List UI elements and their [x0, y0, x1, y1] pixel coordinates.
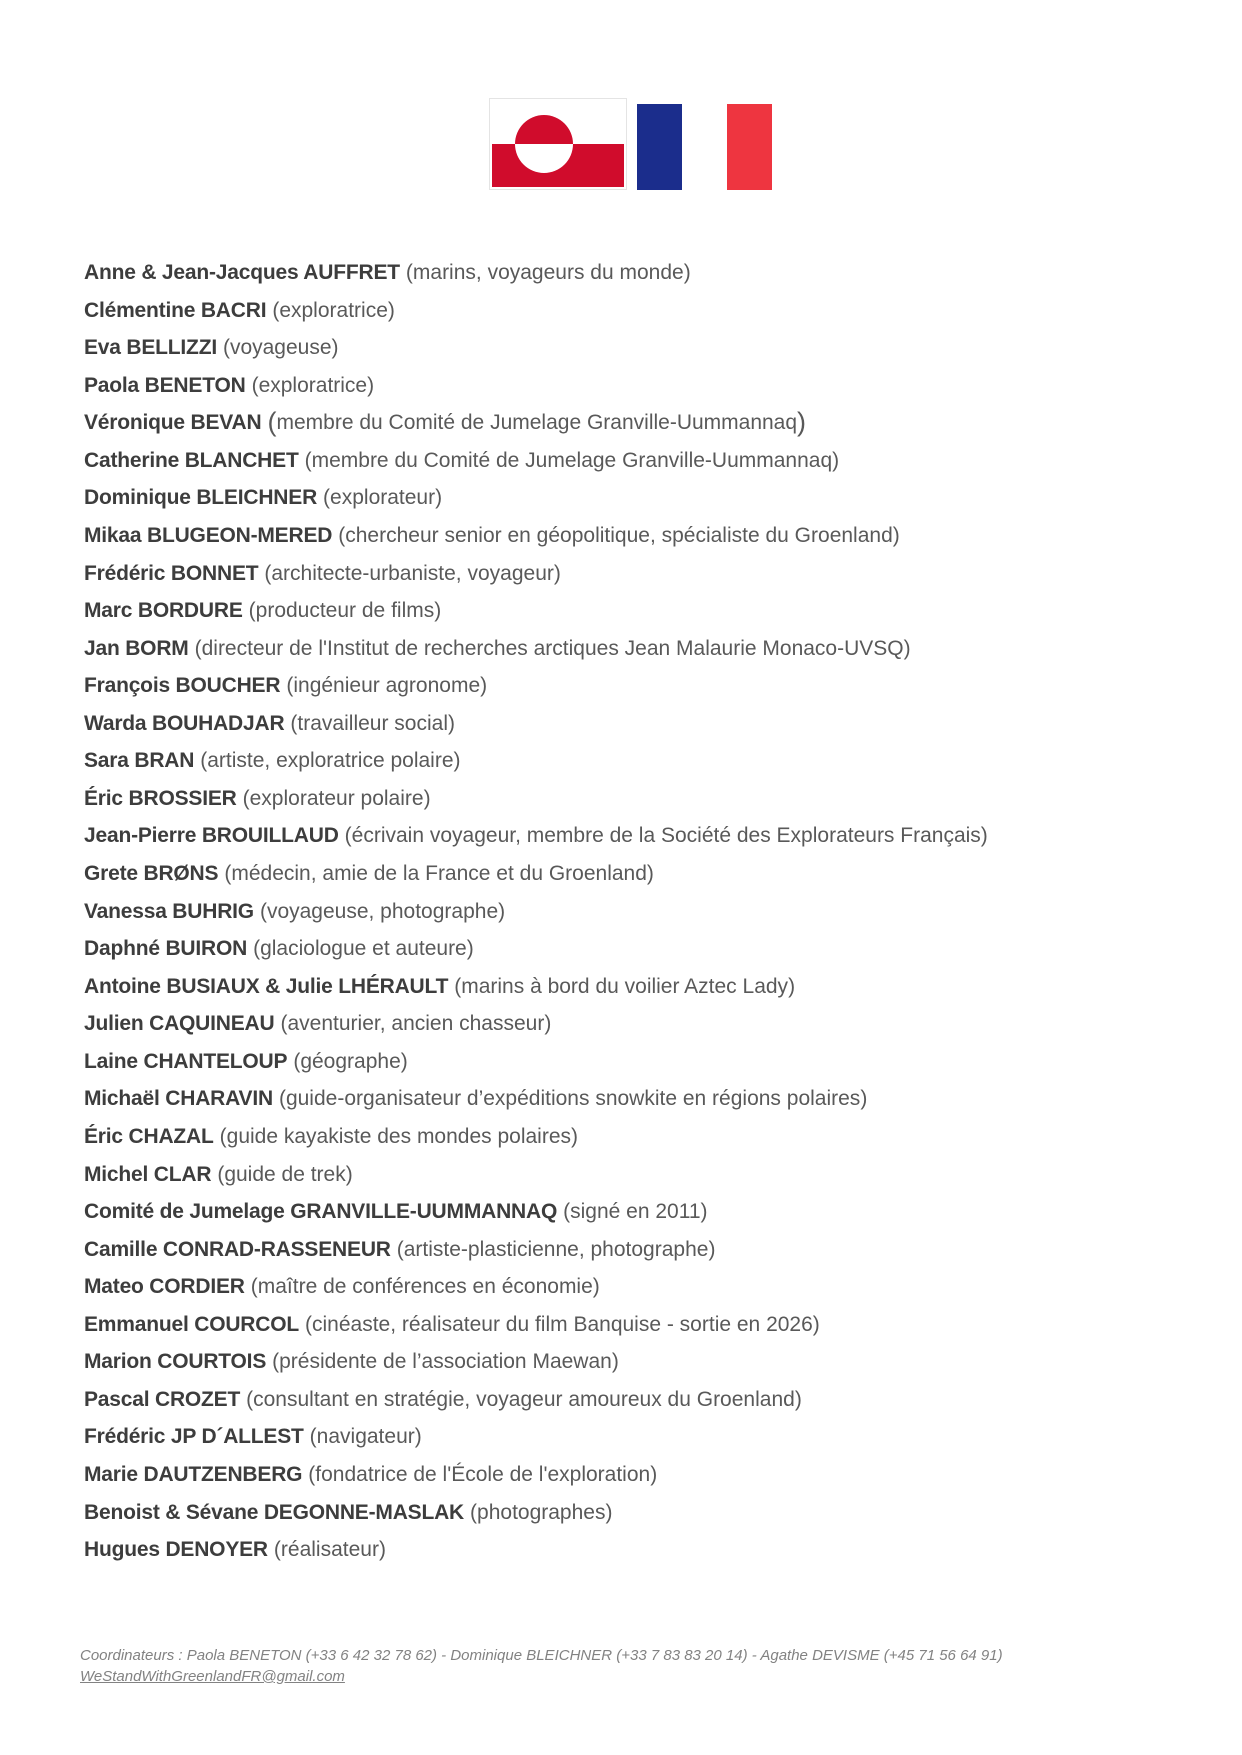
list-item: [84, 1418, 1204, 1456]
person-name: Éric CHAZAL: [84, 1124, 214, 1148]
list-item: [84, 1005, 1204, 1043]
paren-close: ): [650, 1463, 658, 1486]
person-desc: travailleur social: [297, 711, 448, 735]
person-desc-group: [397, 1238, 716, 1261]
france-flag: [637, 104, 772, 190]
paren-close: ): [611, 1350, 619, 1374]
person-desc-group: [246, 1388, 802, 1411]
paren-close: ): [367, 373, 375, 397]
list-item: [84, 1156, 1204, 1194]
list-item: [84, 1080, 1204, 1118]
person-desc: aventurier, ancien chasseur: [287, 1012, 545, 1036]
person-name: Marc BORDURE: [84, 599, 243, 623]
paren-close: ): [466, 937, 474, 961]
person-name: Eva BELLIZZI: [84, 336, 217, 360]
list-item: [84, 1531, 1204, 1569]
person-desc: cinéaste, réalisateur du film Banquise - sortie en 2026: [312, 1312, 813, 1336]
greenland-flag: [489, 98, 627, 190]
paren-close: ): [400, 1049, 408, 1073]
person-desc-group: [290, 712, 455, 735]
person-desc: géographe: [300, 1049, 401, 1073]
person-desc: directeur de l'Institut de recherches arctiques Jean Malaurie Monaco-UVSQ: [201, 636, 904, 660]
paren-close: ): [812, 1312, 820, 1336]
person-desc: marins à bord du voilier Aztec Lady: [461, 974, 789, 998]
person-desc-group: [267, 407, 807, 438]
paren-close: ): [387, 298, 395, 322]
person-desc-group: [338, 524, 900, 547]
person-name: Véronique BEVAN: [84, 411, 262, 435]
paren-close: ): [797, 407, 807, 438]
list-item: [84, 517, 1204, 555]
person-desc-group: [249, 599, 442, 622]
person-name: Mikaa BLUGEON-MERED: [84, 523, 333, 547]
person-desc-group: [279, 1087, 867, 1110]
person-desc-group: [220, 1125, 578, 1148]
paren-open: (: [248, 599, 256, 623]
footer-email-link[interactable]: WeStandWithGreenlandFR@gmail.com: [80, 1668, 345, 1685]
list-item: [84, 442, 1204, 480]
paren-open: (: [290, 711, 298, 735]
person-name: Benoist & Sévane DEGONNE-MASLAK: [84, 1500, 465, 1524]
paren-open: (: [405, 261, 413, 284]
paren-open: (: [293, 1049, 301, 1073]
person-desc-group: [251, 1275, 600, 1298]
paren-open: (: [304, 448, 312, 472]
paren-open: (: [222, 336, 230, 360]
person-name: Camille CONRAD-RASSENEUR: [84, 1237, 391, 1261]
list-item: [84, 1306, 1204, 1344]
paren-open: (: [323, 486, 331, 510]
person-desc-group: [272, 299, 395, 322]
paren-open: (: [246, 1387, 254, 1411]
person-desc: guide-organisateur d’expéditions snowkite en régions polaires: [285, 1087, 861, 1111]
person-name: Catherine BLANCHET: [84, 448, 299, 472]
list-item: [84, 329, 1204, 367]
list-item: [84, 1494, 1204, 1532]
list-item: [84, 1381, 1204, 1419]
person-name: Michel CLAR: [84, 1162, 212, 1186]
footer: [80, 1645, 1003, 1687]
person-name: Paola BENETON: [84, 373, 246, 397]
person-name: Éric BROSSIER: [84, 786, 237, 810]
person-desc-group: [293, 1050, 407, 1073]
person-name: Antoine BUSIAUX & Julie LHÉRAULT: [84, 974, 449, 998]
paren-open: (: [272, 1350, 280, 1374]
person-desc: écrivain voyageur, membre de la Société des Explorateurs Français: [351, 824, 981, 848]
person-name: Daphné BUIRON: [84, 937, 248, 961]
paren-open: (: [309, 1425, 317, 1449]
person-desc-group: [274, 1538, 386, 1561]
paren-open: (: [454, 974, 462, 998]
paren-open: (: [278, 1087, 286, 1111]
person-name: Pascal CROZET: [84, 1387, 241, 1411]
paren-open: (: [396, 1237, 404, 1261]
paren-close: ): [683, 261, 691, 284]
person-desc: médecin, amie de la France et du Groenland: [231, 862, 647, 885]
person-name: Mateo CORDIER: [84, 1275, 245, 1299]
list-item: [84, 1268, 1204, 1306]
paren-close: ): [447, 711, 455, 735]
paren-close: ): [794, 1387, 802, 1411]
person-desc-group: [200, 749, 460, 772]
paren-close: ): [544, 1012, 552, 1036]
person-desc: consultant en stratégie, voyageur amoureux du Groenland: [253, 1387, 795, 1411]
paren-close: ): [345, 1162, 353, 1186]
person-desc-group: [470, 1501, 612, 1524]
footer-coordinators: Coordinateurs : Paola BENETON (+33 6 42 32 78 62) - Dominique BLEICHNER (+33 7 83 83 20 14) - Agathe DEVISME (+45 71 56 64 91): [80, 1647, 1003, 1664]
france-flag-white-stripe: [682, 104, 727, 190]
person-desc: ingénieur agronome: [293, 674, 481, 698]
list-item: [84, 1043, 1204, 1081]
paren-close: ): [980, 824, 988, 848]
person-desc: navigateur: [316, 1425, 415, 1449]
paren-close: ): [378, 1538, 386, 1562]
person-name: Sara BRAN: [84, 749, 195, 773]
person-desc-group: [563, 1200, 707, 1223]
person-desc: maître de conférences en économie: [257, 1275, 593, 1299]
paren-open: (: [308, 1463, 316, 1486]
list-item: [84, 1231, 1204, 1269]
paren-close: ): [605, 1500, 613, 1524]
list-item: [84, 930, 1204, 968]
person-desc-group: [224, 862, 654, 885]
paren-open: (: [259, 899, 267, 923]
person-name: Marion COURTOIS: [84, 1350, 267, 1374]
paren-open: (: [280, 1012, 288, 1036]
paren-close: ): [414, 1425, 422, 1449]
person-desc: artiste, exploratrice polaire: [207, 749, 454, 773]
person-name: Laine CHANTELOUP: [84, 1049, 288, 1073]
person-desc-group: [305, 449, 840, 472]
person-desc: réalisateur: [280, 1538, 379, 1562]
paren-close: ): [832, 448, 840, 472]
person-desc-group: [243, 787, 431, 810]
list-item: [84, 1118, 1204, 1156]
person-desc: glaciologue et auteure: [260, 937, 467, 961]
person-name: Jan BORM: [84, 636, 189, 660]
flags-header: [489, 98, 772, 190]
person-desc: explorateur: [330, 486, 436, 510]
list-item: [84, 742, 1204, 780]
paren-open: (: [242, 786, 250, 810]
person-name: Frédéric JP D´ALLEST: [84, 1425, 304, 1449]
person-name: Anne & Jean-Jacques AUFFRET: [84, 261, 400, 284]
person-desc: exploratrice: [279, 298, 388, 322]
signatories-list: [84, 254, 1204, 1569]
person-name: Vanessa BUHRIG: [84, 899, 254, 923]
person-desc-group: [195, 637, 911, 660]
paren-close: ): [788, 974, 796, 998]
person-desc-group: [406, 261, 691, 284]
person-desc: membre du Comité de Jumelage Granville-Uummannaq: [311, 448, 833, 472]
person-desc-group: [345, 824, 988, 847]
person-desc-group: [310, 1425, 422, 1448]
list-item: [84, 367, 1204, 405]
person-desc: marins, voyageurs du monde: [412, 261, 684, 284]
person-desc-group: [281, 1012, 552, 1035]
person-desc-group: [286, 674, 487, 697]
person-desc-group: [217, 1163, 352, 1186]
list-item: [84, 1193, 1204, 1231]
paren-open: (: [250, 1275, 258, 1299]
person-desc-group: [252, 374, 375, 397]
paren-close: ): [453, 749, 461, 773]
list-item: [84, 592, 1204, 630]
person-desc: explorateur polaire: [249, 786, 424, 810]
list-item: [84, 968, 1204, 1006]
paren-open: (: [217, 1162, 225, 1186]
paren-close: ): [498, 899, 506, 923]
person-desc: chercheur senior en géopolitique, spécialiste du Groenland: [345, 523, 893, 547]
list-item: [84, 667, 1204, 705]
paren-open: (: [267, 407, 277, 438]
france-flag-red-stripe: [727, 104, 772, 190]
person-name: Grete BRØNS: [84, 862, 219, 885]
person-desc-group: [260, 900, 505, 923]
person-desc: membre du Comité de Jumelage Granville-Uummannaq: [276, 411, 798, 435]
paren-open: (: [286, 674, 294, 698]
paren-open: (: [264, 561, 272, 585]
person-desc-group: [264, 562, 561, 585]
paren-open: (: [563, 1200, 571, 1224]
paren-close: ): [903, 636, 911, 660]
person-desc: guide kayakiste des mondes polaires: [226, 1124, 572, 1148]
list-item: [84, 404, 1204, 442]
paren-close: ): [892, 523, 900, 547]
list-item: [84, 292, 1204, 330]
paren-open: (: [200, 749, 208, 773]
list-item: [84, 555, 1204, 593]
paren-close: ): [435, 486, 443, 510]
paren-close: ): [708, 1237, 716, 1261]
paren-close: ): [700, 1200, 708, 1224]
person-desc: photographes: [477, 1500, 606, 1524]
person-desc: présidente de l’association Maewan: [279, 1350, 612, 1374]
list-item: [84, 893, 1204, 931]
person-desc-group: [223, 336, 339, 359]
person-name: Frédéric BONNET: [84, 561, 259, 585]
greenland-flag-circle: [515, 115, 573, 173]
list-item: [84, 1456, 1204, 1494]
paren-open: (: [273, 1538, 281, 1562]
person-name: Marie DAUTZENBERG: [84, 1463, 303, 1486]
person-name: Warda BOUHADJAR: [84, 711, 285, 735]
paren-open: (: [305, 1312, 312, 1336]
paren-open: (: [338, 523, 346, 547]
person-name: Emmanuel COURCOL: [84, 1312, 299, 1336]
person-desc: producteur de films: [255, 599, 435, 623]
list-item: [84, 1343, 1204, 1381]
person-desc: voyageuse: [229, 336, 332, 360]
person-name: Michaël CHARAVIN: [84, 1087, 273, 1111]
paren-open: (: [219, 1124, 227, 1148]
list-item: [84, 855, 1204, 893]
france-flag-blue-stripe: [637, 104, 682, 190]
person-name: François BOUCHER: [84, 674, 281, 698]
paren-open: (: [224, 862, 232, 885]
paren-open: (: [272, 298, 280, 322]
person-name: Comité de Jumelage GRANVILLE-UUMMANNAQ: [84, 1200, 558, 1224]
paren-close: ): [646, 862, 654, 885]
person-desc: exploratrice: [258, 373, 368, 397]
person-name: Jean-Pierre BROUILLAUD: [84, 824, 339, 848]
paren-open: (: [251, 373, 259, 397]
paren-close: ): [553, 561, 561, 585]
person-desc: voyageuse, photographe: [266, 899, 499, 923]
list-item: [84, 780, 1204, 818]
list-item: [84, 479, 1204, 517]
list-item: [84, 254, 1204, 292]
person-desc: signé en 2011: [570, 1200, 701, 1224]
paren-close: ): [571, 1124, 579, 1148]
paren-open: (: [344, 824, 352, 848]
person-desc: architecte-urbaniste, voyageur: [271, 561, 554, 585]
paren-open: (: [194, 636, 202, 660]
person-desc-group: [454, 975, 795, 998]
person-name: Julien CAQUINEAU: [84, 1012, 275, 1036]
person-name: Dominique BLEICHNER: [84, 486, 318, 510]
paren-open: (: [470, 1500, 478, 1524]
person-name: Clémentine BACRI: [84, 298, 267, 322]
list-item: [84, 817, 1204, 855]
paren-close: ): [423, 786, 431, 810]
person-desc-group: [323, 486, 442, 509]
person-desc: guide de trek: [224, 1162, 346, 1186]
list-item: [84, 630, 1204, 668]
person-desc-group: [253, 937, 474, 960]
paren-open: (: [253, 937, 261, 961]
paren-close: ): [434, 599, 442, 623]
paren-close: ): [480, 674, 488, 698]
greenland-flag-field: [492, 101, 624, 187]
person-desc-group: [272, 1350, 619, 1373]
paren-close: ): [592, 1275, 600, 1299]
person-desc: fondatrice de l'École de l'exploration: [315, 1463, 651, 1486]
paren-close: ): [860, 1087, 868, 1111]
paren-close: ): [331, 336, 339, 360]
person-desc: artiste-plasticienne, photographe: [403, 1237, 709, 1261]
person-desc-group: [305, 1313, 820, 1336]
person-desc-group: [308, 1463, 657, 1486]
person-name: Hugues DENOYER: [84, 1538, 268, 1562]
list-item: [84, 705, 1204, 743]
